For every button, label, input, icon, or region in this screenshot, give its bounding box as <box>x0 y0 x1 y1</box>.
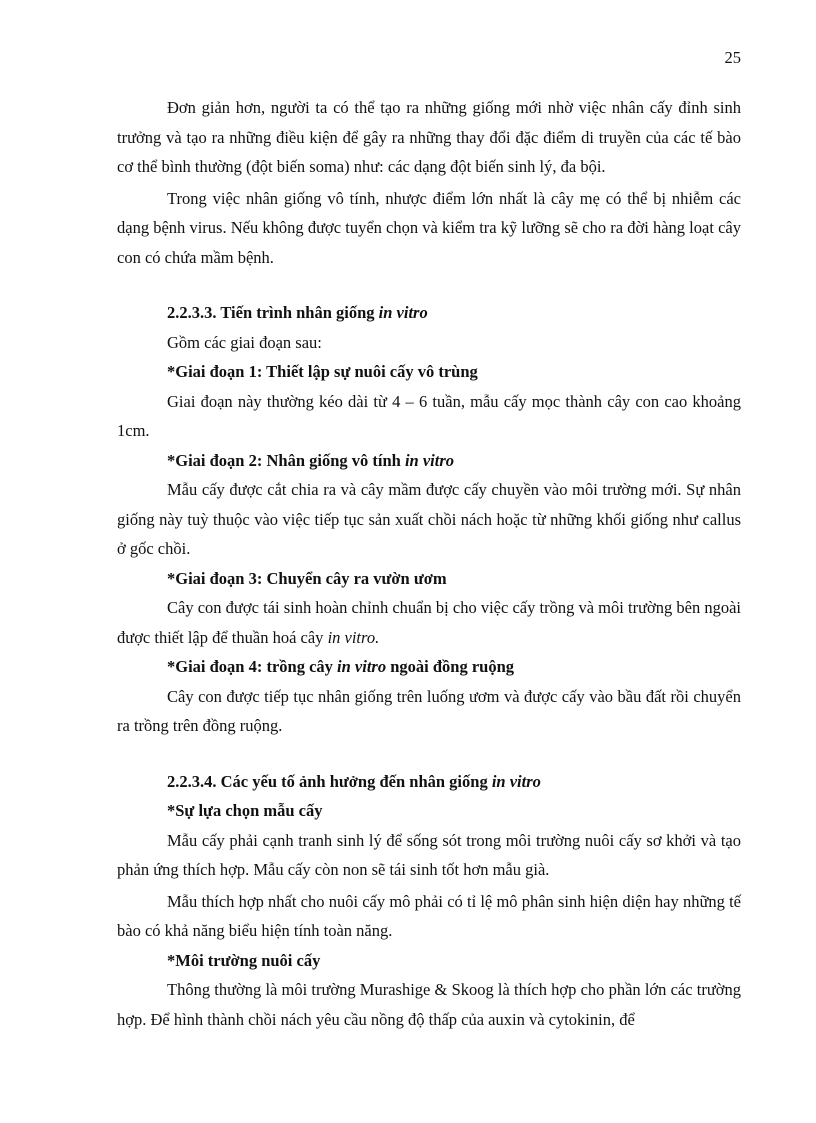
stage-3-text: Cây con được tái sinh hoàn chỉnh chuẩn bị cho việc cấy trồng và môi trường bên ngoài được thiết lập để thuần hoá cây in vitro. <box>117 598 741 647</box>
paragraph-virus-disadvantage: Trong việc nhân giống vô tính, nhược điểm lớn nhất là cây mẹ có thể bị nhiễm các dạng bệnh virus. Nếu không được tuyển chọn và kiểm tra kỹ lưỡng sẽ cho ra đời hàng loạt cây con có chứa mầm bệnh. <box>117 188 741 267</box>
section-heading-2234: 2.2.3.4. Các yếu tố ảnh hưởng đến nhân giống in vitro <box>167 771 541 791</box>
explant-selection-text-1: Mẫu cấy phải cạnh tranh sinh lý để sống sót trong môi trường nuôi cấy sơ khởi và tạo phản ứng thích hợp. Mẫu cấy còn non sẽ tái sinh tốt hơn mẫu già. <box>117 830 741 879</box>
paragraph-somatic-mutation: Đơn giản hơn, người ta có thể tạo ra những giống mới nhờ việc nhân cấy đỉnh sinh trưởng và tạo ra những điều kiện để gây ra những thay đổi đặc điểm di truyền của các tế bào cơ thể bình thường (đột biến soma) như: các dạng đột biến sinh lý, đa bội. <box>117 98 741 176</box>
culture-medium-title: *Môi trường nuôi cấy <box>167 950 321 970</box>
stage-3-title: *Giai đoạn 3: Chuyển cây ra vườn ươm <box>167 568 447 588</box>
culture-medium-text: Thông thường là môi trường Murashige & Skoog là thích hợp cho phần lớn các trường hợp. Để hình thành chồi nách yêu cầu nồng độ thấp của auxin và cytokinin, để <box>117 980 741 1029</box>
explant-selection-text-2: Mẫu thích hợp nhất cho nuôi cấy mô phải có tỉ lệ mô phân sinh hiện diện hay những tế bào có khả năng biểu hiện tính toàn năng. <box>117 891 741 940</box>
stage-1-text: Giai đoạn này thường kéo dài từ 4 – 6 tuần, mẫu cấy mọc thành cây con cao khoảng 1cm. <box>117 391 741 440</box>
stage-1-title: *Giai đoạn 1: Thiết lập sự nuôi cấy vô trùng <box>167 362 478 381</box>
section-heading-2233: 2.2.3.3. Tiến trình nhân giống in vitro <box>167 303 428 322</box>
document-body <box>117 93 741 1034</box>
explant-selection-title: *Sự lựa chọn mẫu cấy <box>167 801 323 820</box>
stage-4-title: *Giai đoạn 4: trồng cây in vitro ngoài đồng ruộng <box>167 657 515 676</box>
stage-4-text: Cây con được tiếp tục nhân giống trên luống ươm và được cấy vào bầu đất rồi chuyển ra trồng trên đồng ruộng. <box>117 686 741 735</box>
stage-2-text: Mẫu cấy được cắt chia ra và cây mầm được cấy chuyền vào môi trường mới. Sự nhân giống này tuỳ thuộc vào việc tiếp tục sản xuất chồi nách hoặc từ những khối giống như callus ở gốc chồi. <box>117 480 741 558</box>
page-number: 25 <box>724 48 741 67</box>
stages-intro: Gồm các giai đoạn sau: <box>167 332 322 352</box>
stage-2-title: *Giai đoạn 2: Nhân giống vô tính in vitro <box>167 450 454 470</box>
